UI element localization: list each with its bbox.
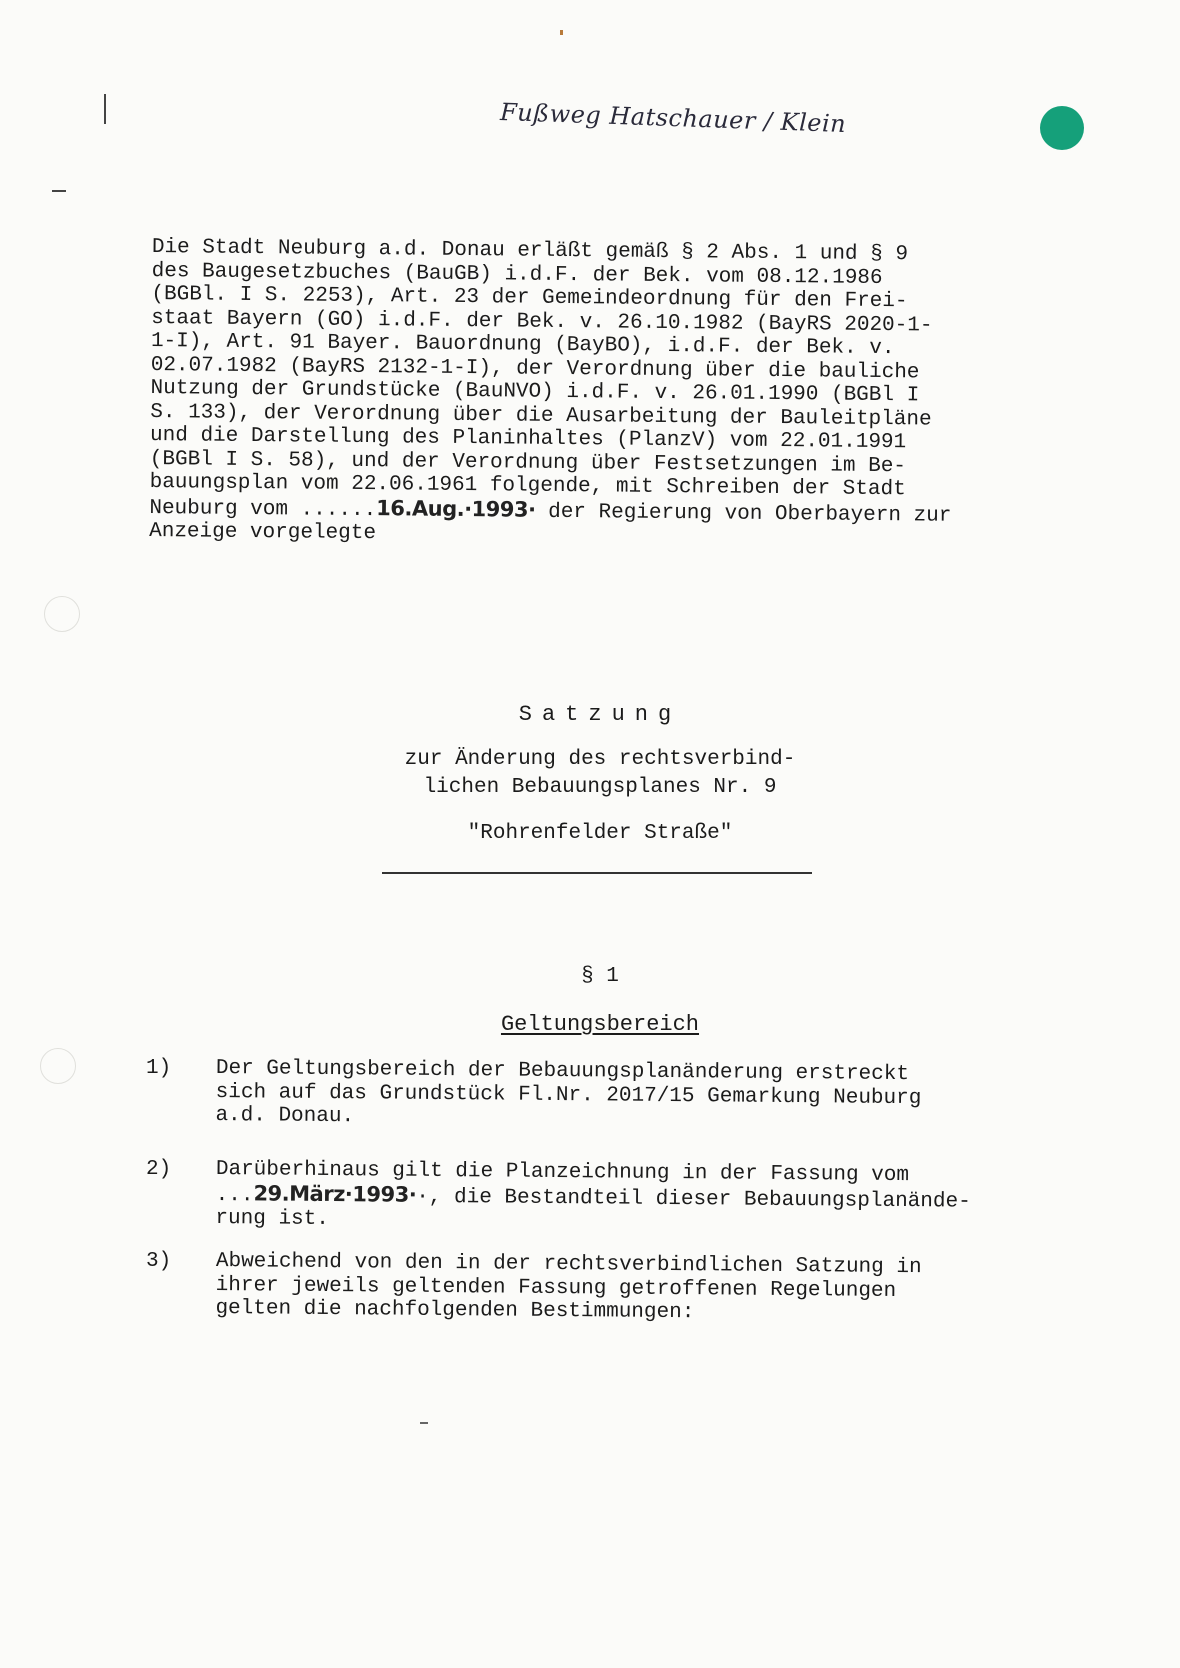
list-item-line: a.d. Donau. xyxy=(215,1103,355,1129)
punch-hole xyxy=(44,596,80,632)
intro-line-prefix: Neuburg vom ...... xyxy=(149,496,377,522)
title-divider xyxy=(382,872,812,874)
list-item-text xyxy=(215,1158,1046,1238)
section-heading-text: Geltungsbereich xyxy=(500,1012,700,1037)
intro-line: und die Darstellung des Planinhaltes (PlanzV) vom 22.01.1991 xyxy=(149,423,907,455)
list-item-line: gelten die nachfolgenden Bestimmungen: xyxy=(215,1296,695,1325)
date-stamp: 16.Aug.·1993· xyxy=(376,495,536,522)
intro-line: (BGBl I S. 58), und der Verordnung über Festsetzungen im Be- xyxy=(149,447,907,478)
document-subtitle xyxy=(330,746,870,802)
list-item-line: ihrer jeweils geltenden Fassung getroffenen Regelungen xyxy=(215,1273,897,1303)
intro-line: 1-I), Art. 91 Bayer. Bauordnung (BayBO), i.d.F. der Bek. v. xyxy=(150,329,895,361)
list-item-text xyxy=(215,1250,1046,1328)
list-item-line: sich auf das Grundstück Fl.Nr. 2017/15 Gemarkung Neuburg xyxy=(215,1080,922,1110)
intro-line-suffix: der Regierung von Oberbayern zur xyxy=(535,500,952,528)
scan-mark xyxy=(52,190,66,192)
intro-line: 02.07.1982 (BayRS 2132-1-I), der Verordnung über die bauliche xyxy=(150,353,920,384)
subtitle-line: zur Änderung des rechtsverbind- xyxy=(404,748,796,771)
intro-line: bauungsplan vom 22.06.1961 folgende, mit Schreiben der Stadt xyxy=(149,470,906,502)
plan-name: "Rohrenfelder Straße" xyxy=(467,822,733,845)
list-item-line: rung ist. xyxy=(215,1206,329,1231)
intro-line: Anzeige vorgelegte xyxy=(149,519,377,546)
document-title: Satzung xyxy=(518,702,682,727)
green-dot-marker xyxy=(1040,106,1084,150)
intro-line: S. 133), der Verordnung über die Ausarbeitung der Bauleitpläne xyxy=(150,400,932,431)
intro-line: Die Stadt Neuburg a.d. Donau erläßt gemäß § 2 Abs. 1 und § 9 xyxy=(151,236,909,267)
scan-mark xyxy=(420,1422,428,1424)
intro-paragraph xyxy=(149,236,1052,552)
subtitle-line: lichen Bebauungsplanes Nr. 9 xyxy=(423,776,777,799)
handwritten-note: Fußweg Hatschauer / Klein xyxy=(499,97,847,139)
intro-line: Nutzung der Grundstücke (BauNVO) i.d.F. v. 26.01.1990 (BGBl I xyxy=(150,376,920,408)
list-item-line: Der Geltungsbereich der Bebauungsplanänderung erstreckt xyxy=(215,1057,910,1087)
list-item-number: 1) xyxy=(146,1057,172,1080)
scan-mark xyxy=(560,30,563,35)
section-number: § 1 xyxy=(581,965,619,988)
intro-line: staat Bayern (GO) i.d.F. der Bek. v. 26.10.1982 (BayRS 2020-1- xyxy=(151,306,933,337)
list-item-number: 2) xyxy=(146,1158,172,1181)
date-stamp: 29.März·1993· xyxy=(253,1180,417,1207)
list-item-line-suffix: ·, die Bestandteil dieser Bebauungsplanände- xyxy=(416,1185,971,1214)
list-item-line: Darüberhinaus gilt die Planzeichnung in der Fassung vom xyxy=(215,1158,910,1188)
punch-hole xyxy=(40,1048,76,1084)
intro-line: (BGBl. I S. 2253), Art. 23 der Gemeindeordnung für den Frei- xyxy=(151,282,908,314)
list-item-text xyxy=(215,1057,1046,1135)
list-item-number: 3) xyxy=(146,1250,172,1273)
list-item-line: Abweichend von den in der rechtsverbindlichen Satzung in xyxy=(215,1250,922,1280)
list-item-line-prefix: ... xyxy=(215,1183,254,1207)
scan-mark xyxy=(104,94,106,124)
intro-line: des Baugesetzbuches (BauGB) i.d.F. der Bek. vom 08.12.1986 xyxy=(151,259,883,290)
section-heading xyxy=(330,1012,870,1037)
